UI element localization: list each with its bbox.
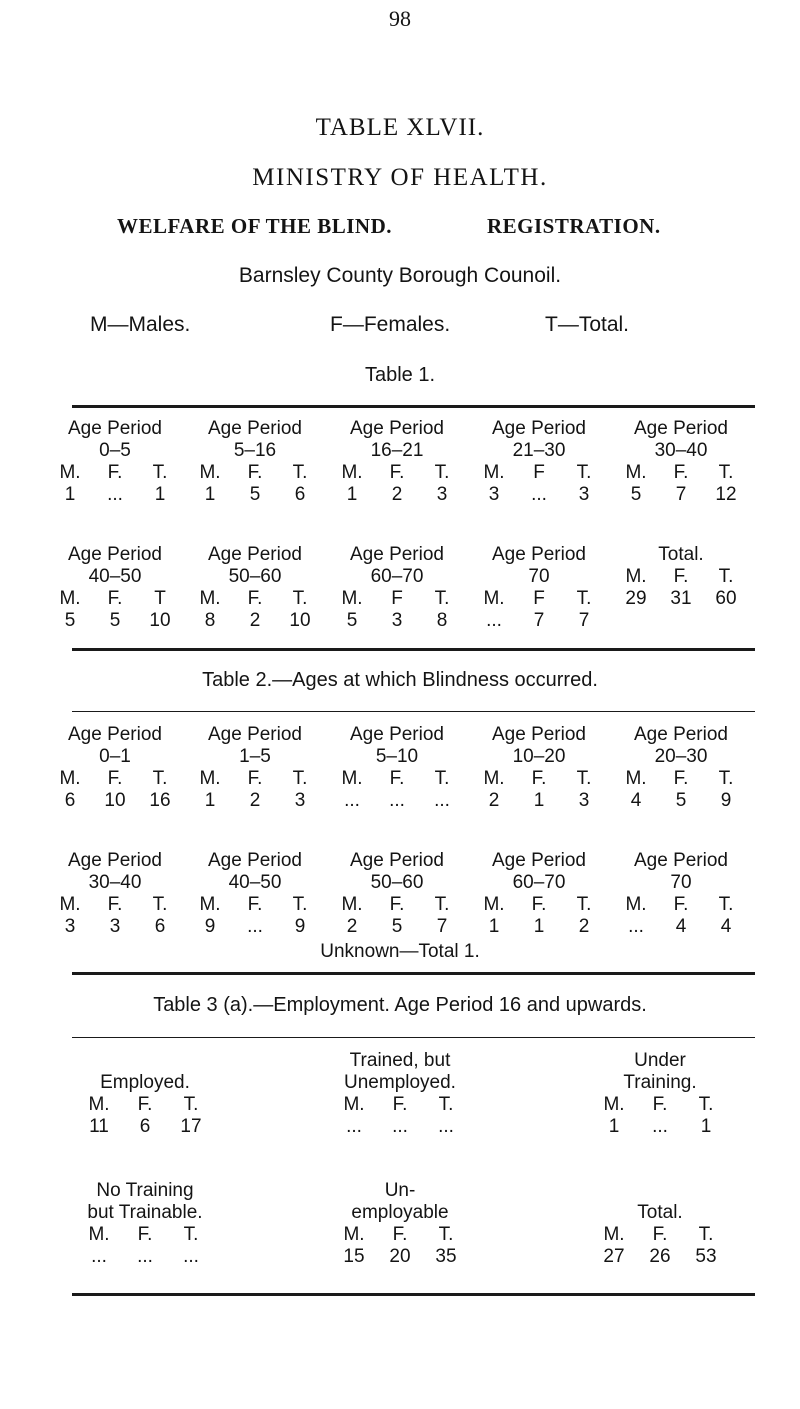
f-value: 1 xyxy=(533,790,545,811)
m-value: 2 xyxy=(488,790,500,811)
block-heading: Age Period xyxy=(491,418,586,439)
block-heading: Age Period xyxy=(67,418,162,439)
mft-header xyxy=(622,768,740,790)
t-label: T. xyxy=(434,894,450,915)
m-value: 27 xyxy=(603,1246,625,1267)
m-value: ... xyxy=(91,1246,107,1267)
table3-block xyxy=(300,1050,500,1138)
t-label: T. xyxy=(576,462,592,483)
f-value: ... xyxy=(531,484,547,505)
m-label: M. xyxy=(88,1094,110,1115)
block-heading: Total. xyxy=(658,544,704,565)
unknown-total: Unknown—Total 1. xyxy=(320,941,480,962)
block-heading: Trained, but xyxy=(349,1050,451,1071)
block-subheading: 20–30 xyxy=(654,746,708,767)
m-label: M. xyxy=(341,462,363,483)
mft-header xyxy=(340,1094,460,1116)
f-value: ... xyxy=(389,790,405,811)
m-value: 5 xyxy=(346,610,358,631)
f-label: F. xyxy=(247,894,263,915)
welfare-heading: WELFARE OF THE BLIND. xyxy=(117,214,392,238)
f-value: 5 xyxy=(249,484,261,505)
t-value: 35 xyxy=(435,1246,457,1267)
table3-bottom-rule xyxy=(72,1293,755,1296)
mft-values xyxy=(480,484,598,506)
f-value: 7 xyxy=(533,610,545,631)
f-label: F. xyxy=(137,1094,153,1115)
mft-values xyxy=(600,1116,720,1138)
t-label: T. xyxy=(434,768,450,789)
t-value: 6 xyxy=(154,916,166,937)
t-value: 3 xyxy=(578,790,590,811)
m-value: ... xyxy=(628,916,644,937)
table2-top-rule xyxy=(72,711,755,712)
mft-header xyxy=(56,768,174,790)
f-label: F. xyxy=(107,768,123,789)
m-label: M. xyxy=(59,894,81,915)
mft-header xyxy=(338,768,456,790)
block-heading: Age Period xyxy=(67,724,162,745)
m-label: M. xyxy=(483,588,505,609)
block-heading: Age Period xyxy=(491,544,586,565)
m-label: M. xyxy=(343,1094,365,1115)
m-label: M. xyxy=(603,1224,625,1245)
t-label: T. xyxy=(183,1094,199,1115)
block-subheading: 60–70 xyxy=(370,566,424,587)
t-label: T. xyxy=(576,588,592,609)
t-label: T. xyxy=(438,1224,454,1245)
t-label: T. xyxy=(152,768,168,789)
table3-caption: Table 3 (a).—Employment. Age Period 16 and upwards. xyxy=(153,994,647,1016)
block-heading: Age Period xyxy=(633,724,728,745)
m-value: 9 xyxy=(204,916,216,937)
t-value: 53 xyxy=(695,1246,717,1267)
table3-block xyxy=(560,1050,760,1138)
legend-females: F—Females. xyxy=(330,313,451,336)
m-label: M. xyxy=(199,768,221,789)
m-value: 3 xyxy=(488,484,500,505)
t-label: T. xyxy=(576,768,592,789)
table3-block xyxy=(45,1050,245,1138)
mft-values xyxy=(56,484,174,506)
m-value: 1 xyxy=(488,916,500,937)
block-heading xyxy=(560,1180,760,1202)
mft-header xyxy=(196,462,314,484)
block-heading: Under xyxy=(634,1050,686,1071)
mft-values xyxy=(622,916,740,938)
block-heading: Age Period xyxy=(491,724,586,745)
block-subheading: 1–5 xyxy=(239,746,271,767)
m-value: 1 xyxy=(204,790,216,811)
m-value: 5 xyxy=(630,484,642,505)
mft-values xyxy=(480,610,598,632)
t-label: T. xyxy=(292,588,308,609)
t-value: 12 xyxy=(715,484,737,505)
f-value: 5 xyxy=(109,610,121,631)
table1-block xyxy=(596,418,766,506)
m-value: 1 xyxy=(204,484,216,505)
f-label: F xyxy=(533,588,545,609)
mft-header xyxy=(196,588,314,610)
t-label: T. xyxy=(434,462,450,483)
m-value: 1 xyxy=(64,484,76,505)
block-heading: Age Period xyxy=(207,544,302,565)
block-heading xyxy=(45,1050,245,1072)
mft-values xyxy=(196,916,314,938)
f-label: F. xyxy=(389,768,405,789)
block-subheading: 16–21 xyxy=(370,440,424,461)
mft-header xyxy=(480,894,598,916)
m-value: 29 xyxy=(625,588,647,609)
t-value: ... xyxy=(438,1116,454,1137)
mft-values xyxy=(56,916,174,938)
mft-values xyxy=(338,916,456,938)
mft-values xyxy=(85,1246,205,1268)
t-label: T. xyxy=(183,1224,199,1245)
mft-header xyxy=(56,462,174,484)
f-value: 2 xyxy=(249,790,261,811)
block-subheading: 50–60 xyxy=(370,872,424,893)
m-label: M. xyxy=(625,894,647,915)
block-subheading: 40–50 xyxy=(228,872,282,893)
t-value: 3 xyxy=(578,484,590,505)
block-subheading: 5–10 xyxy=(375,746,419,767)
m-value: ... xyxy=(344,790,360,811)
block-subheading: 30–40 xyxy=(88,872,142,893)
m-label: M. xyxy=(625,566,647,587)
t-value: 9 xyxy=(294,916,306,937)
mft-values xyxy=(338,484,456,506)
m-label: M. xyxy=(59,588,81,609)
t-label: T. xyxy=(292,894,308,915)
block-subheading: 30–40 xyxy=(654,440,708,461)
mft-header xyxy=(338,588,456,610)
block-subheading: Total. xyxy=(637,1202,683,1223)
f-value: 10 xyxy=(104,790,126,811)
f-value: 2 xyxy=(249,610,261,631)
m-label: M. xyxy=(603,1094,625,1115)
f-label: F. xyxy=(389,894,405,915)
t-value: 1 xyxy=(700,1116,712,1137)
block-subheading: 0–5 xyxy=(99,440,131,461)
f-label: F. xyxy=(107,462,123,483)
mft-values xyxy=(56,790,174,812)
t-value: ... xyxy=(183,1246,199,1267)
table2-bottom-rule xyxy=(72,972,755,975)
t-label: T. xyxy=(438,1094,454,1115)
f-label: F. xyxy=(673,462,689,483)
mft-values xyxy=(480,790,598,812)
f-label: F. xyxy=(652,1224,668,1245)
mft-header xyxy=(56,894,174,916)
f-label: F. xyxy=(531,894,547,915)
table3-block xyxy=(300,1180,500,1268)
f-value: 4 xyxy=(675,916,687,937)
table1-caption: Table 1. xyxy=(364,364,436,386)
mft-values xyxy=(196,610,314,632)
t-value: 7 xyxy=(436,916,448,937)
t-value: 4 xyxy=(720,916,732,937)
t-value: 7 xyxy=(578,610,590,631)
t-label: T. xyxy=(698,1094,714,1115)
m-value: 4 xyxy=(630,790,642,811)
block-subheading: 40–50 xyxy=(88,566,142,587)
f-label: F. xyxy=(392,1224,408,1245)
block-heading: Age Period xyxy=(633,850,728,871)
m-label: M. xyxy=(59,462,81,483)
t-value: 6 xyxy=(294,484,306,505)
mft-values xyxy=(196,790,314,812)
table1-bottom-rule xyxy=(72,648,755,651)
m-label: M. xyxy=(199,462,221,483)
f-value: ... xyxy=(392,1116,408,1137)
block-heading: Age Period xyxy=(491,850,586,871)
m-value: 8 xyxy=(204,610,216,631)
f-label: F. xyxy=(673,566,689,587)
block-heading: Age Period xyxy=(67,850,162,871)
t-value: ... xyxy=(434,790,450,811)
f-label: F. xyxy=(137,1224,153,1245)
table1-block xyxy=(596,544,766,610)
table2-block xyxy=(596,850,766,938)
m-value: 11 xyxy=(89,1116,109,1137)
mft-header xyxy=(85,1224,205,1246)
t-label: T. xyxy=(718,768,734,789)
m-value: 2 xyxy=(346,916,358,937)
m-value: 3 xyxy=(64,916,76,937)
m-label: M. xyxy=(625,768,647,789)
mft-header xyxy=(340,1224,460,1246)
f-label: F. xyxy=(652,1094,668,1115)
mft-header xyxy=(622,462,740,484)
f-value: 6 xyxy=(139,1116,151,1137)
m-value: 5 xyxy=(64,610,76,631)
f-label: F. xyxy=(247,462,263,483)
block-subheading: 5–16 xyxy=(233,440,277,461)
m-label: M. xyxy=(343,1224,365,1245)
mft-values xyxy=(622,790,740,812)
f-value: ... xyxy=(652,1116,668,1137)
m-value: 1 xyxy=(346,484,358,505)
block-heading: Age Period xyxy=(207,850,302,871)
block-subheading: Employed. xyxy=(100,1072,190,1093)
mft-header xyxy=(480,768,598,790)
f-value: 3 xyxy=(109,916,121,937)
mft-header xyxy=(196,768,314,790)
block-heading: Age Period xyxy=(633,418,728,439)
t-label: T xyxy=(154,588,166,609)
m-label: M. xyxy=(199,588,221,609)
mft-values xyxy=(600,1246,720,1268)
block-subheading: 10–20 xyxy=(512,746,566,767)
f-label: F. xyxy=(389,462,405,483)
m-label: M. xyxy=(625,462,647,483)
table-title: TABLE XLVII. xyxy=(315,114,485,141)
f-label: F. xyxy=(107,588,123,609)
legend-males: M—Males. xyxy=(90,313,191,336)
m-value: 15 xyxy=(343,1246,365,1267)
m-label: M. xyxy=(341,768,363,789)
m-label: M. xyxy=(341,894,363,915)
mft-values xyxy=(196,484,314,506)
block-heading: Un- xyxy=(384,1180,416,1201)
t-value: 16 xyxy=(149,790,171,811)
f-value: 31 xyxy=(670,588,692,609)
t-label: T. xyxy=(718,462,734,483)
t-label: T. xyxy=(576,894,592,915)
f-label: F xyxy=(533,462,545,483)
mft-values xyxy=(622,484,740,506)
f-label: F. xyxy=(673,894,689,915)
t-value: 10 xyxy=(149,610,171,631)
f-value: ... xyxy=(247,916,263,937)
mft-header xyxy=(480,462,598,484)
t-label: T. xyxy=(718,566,734,587)
f-label: F. xyxy=(531,768,547,789)
mft-header xyxy=(480,588,598,610)
mft-values xyxy=(338,790,456,812)
legend-total: T—Total. xyxy=(545,313,630,336)
t-value: 60 xyxy=(715,588,737,609)
table3-block xyxy=(560,1180,760,1268)
f-label: F. xyxy=(392,1094,408,1115)
f-label: F. xyxy=(247,768,263,789)
f-value: 5 xyxy=(391,916,403,937)
m-label: M. xyxy=(199,894,221,915)
block-subheading: Unemployed. xyxy=(344,1072,456,1093)
f-value: 7 xyxy=(675,484,687,505)
t-label: T. xyxy=(292,768,308,789)
table1-top-rule xyxy=(72,405,755,408)
m-label: M. xyxy=(59,768,81,789)
block-heading: Age Period xyxy=(207,724,302,745)
m-label: M. xyxy=(483,462,505,483)
m-label: M. xyxy=(483,894,505,915)
block-subheading: 70 xyxy=(528,566,550,587)
mft-header xyxy=(622,894,740,916)
t-label: T. xyxy=(152,894,168,915)
mft-header xyxy=(338,462,456,484)
mft-header xyxy=(622,566,740,588)
table3-block xyxy=(45,1180,245,1268)
block-heading: No Training xyxy=(96,1180,194,1201)
mft-header xyxy=(85,1094,205,1116)
block-subheading: 0–1 xyxy=(99,746,131,767)
f-value: 20 xyxy=(389,1246,411,1267)
m-value: 1 xyxy=(608,1116,620,1137)
mft-values xyxy=(340,1116,460,1138)
page-number: 98 xyxy=(389,6,411,31)
f-value: 5 xyxy=(675,790,687,811)
f-value: ... xyxy=(137,1246,153,1267)
f-value: 26 xyxy=(649,1246,671,1267)
m-label: M. xyxy=(341,588,363,609)
t-label: T. xyxy=(698,1224,714,1245)
m-value: ... xyxy=(346,1116,362,1137)
m-label: M. xyxy=(88,1224,110,1245)
block-heading: Age Period xyxy=(349,850,444,871)
f-value: 3 xyxy=(391,610,403,631)
t-value: 1 xyxy=(154,484,166,505)
m-value: ... xyxy=(486,610,502,631)
t-value: 10 xyxy=(289,610,311,631)
f-label: F. xyxy=(673,768,689,789)
t-label: T. xyxy=(434,588,450,609)
m-label: M. xyxy=(483,768,505,789)
mft-values xyxy=(480,916,598,938)
f-label: F. xyxy=(107,894,123,915)
council-name: Barnsley County Borough Counoil. xyxy=(238,264,562,287)
mft-header xyxy=(600,1094,720,1116)
table2-caption: Table 2.—Ages at which Blindness occurred. xyxy=(202,669,598,691)
mft-header xyxy=(600,1224,720,1246)
t-value: 9 xyxy=(720,790,732,811)
block-heading: Age Period xyxy=(67,544,162,565)
t-value: 3 xyxy=(436,484,448,505)
block-subheading: 70 xyxy=(670,872,692,893)
block-heading: Age Period xyxy=(349,724,444,745)
mft-values xyxy=(340,1246,460,1268)
block-subheading: 50–60 xyxy=(228,566,282,587)
block-subheading: Training. xyxy=(623,1072,697,1093)
t-label: T. xyxy=(292,462,308,483)
registration-heading: REGISTRATION. xyxy=(487,214,661,238)
m-value: 6 xyxy=(64,790,76,811)
block-heading: Age Period xyxy=(207,418,302,439)
mft-header xyxy=(196,894,314,916)
table3-top-rule xyxy=(72,1037,755,1038)
table2-block xyxy=(596,724,766,812)
f-label: F xyxy=(391,588,403,609)
t-value: 17 xyxy=(180,1116,202,1137)
mft-values xyxy=(338,610,456,632)
f-label: F. xyxy=(247,588,263,609)
block-subheading: employable xyxy=(351,1202,449,1223)
mft-values xyxy=(622,588,740,610)
f-value: 1 xyxy=(533,916,545,937)
t-value: 8 xyxy=(436,610,448,631)
f-value: ... xyxy=(107,484,123,505)
f-value: 2 xyxy=(391,484,403,505)
block-heading: Age Period xyxy=(349,418,444,439)
t-label: T. xyxy=(152,462,168,483)
block-subheading: 21–30 xyxy=(512,440,566,461)
mft-values xyxy=(56,610,174,632)
mft-values xyxy=(85,1116,205,1138)
mft-header xyxy=(338,894,456,916)
t-value: 2 xyxy=(578,916,590,937)
block-subheading: 60–70 xyxy=(512,872,566,893)
ministry-heading: MINISTRY OF HEALTH. xyxy=(252,164,548,191)
block-subheading: but Trainable. xyxy=(87,1202,203,1223)
t-value: 3 xyxy=(294,790,306,811)
block-heading: Age Period xyxy=(349,544,444,565)
mft-header xyxy=(56,588,174,610)
t-label: T. xyxy=(718,894,734,915)
